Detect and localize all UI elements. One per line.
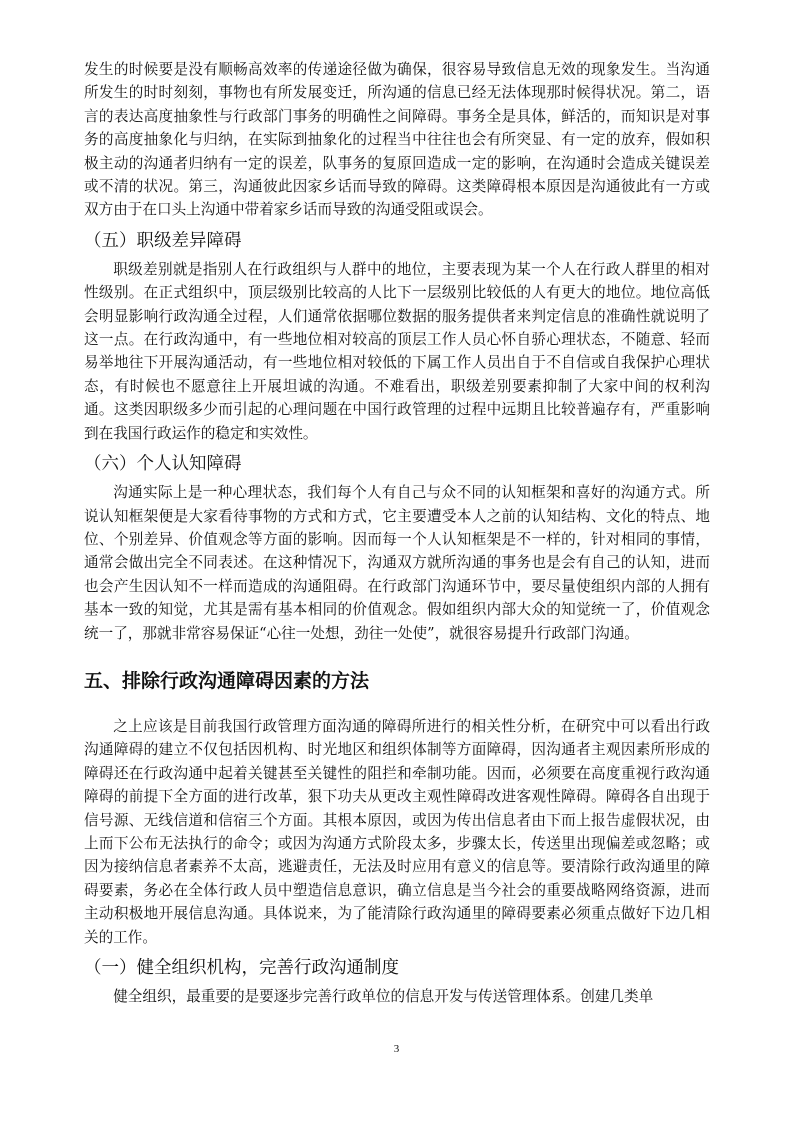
- paragraph-rank-difference: 职级差别就是指别人在行政组织与人群中的地位，主要表现为某一个人在行政人群里的相对性级别。在正式组织中，顶层级别比较高的人比下一层级别比较低的人有更大的地位。地位高低会明显影响行政沟通全过程，人们通常依据哪位数据的服务提供者来判定信息的准确性就说明了这一点。在行政沟通中，有一些地位相对较高的顶层工作人员心怀自骄心理状态，不随意、轻而易举地往下开展沟通活动，有一些地位相对较低的下属工作人员出自于不自信或自我保护心理状态，有时候也不愿意往上开展坦诚的沟通。不难看出，职级差别要素抑制了大家中间的权利沟通。这类因职级多少而引起的心理问题在中国行政管理的过程中远期且比较普遍存有，严重影响到在我国行政运作的稳定和实效性。: [84, 260, 710, 442]
- heading-personal-cognition-barrier: （六）个人认知障碍: [84, 454, 242, 475]
- section-title-remove-barriers: 五、排除行政沟通障碍因素的方法: [84, 669, 370, 692]
- paragraph-analysis-summary: 之上应该是目前我国行政管理方面沟通的障碍所进行的相关性分析，在研究中可以看出行政沟通障碍的建立不仅包括因机构、时光地区和组织体制等方面障碍，因沟通者主观因素所形成的障碍还在行政沟通中起着关键甚至关键性的阻拦和牵制功能。因而，必须要在高度重视行政沟通障碍的前提下全方面的进行改革，狠下功夫从更改主观性障碍改进客观性障碍。障碍各自出现于信号源、无线信道和信宿三个方面。其根本原因，或因为传出信息者由下而上报告虚假状况，由上而下公布无法执行的命令；或因为沟通方式阶段太多，步骤太长，传送里出现偏差或忽略；或因为接纳信息者素养不太高，逃避责任，无法及时应用有意义的信息等。要清除行政沟通里的障碍要素，务必在全体行政人员中塑造信息意识，确立信息是当今社会的重要战略网络资源，进而主动积极地开展信息沟通。具体说来，为了能清除行政沟通里的障碍要素必须重点做好下边几相关的工作。: [84, 717, 710, 946]
- heading-rank-difference-barrier: （五）职级差异障碍: [84, 230, 242, 251]
- heading-improve-organization: （一）健全组织机构，完善行政沟通制度: [84, 958, 399, 978]
- paragraph-language-barrier: 发生的时候要是没有顺畅高效率的传递途径做为确保，很容易导致信息无效的现象发生。当沟通所发生的时时刻刻，事物也有所发展变迁，所沟通的信息已经无法体现那时候得状况。第二，语言的表达高度抽象性与行政部门事务的明确性之间障碍。事务全是具体，鲜活的，而知识是对事务的高度抽象化与归纳，在实际到抽象化的过程当中往往也会有所突显、有一定的放弃，假如积极主动的沟通者归纳有一定的误差，队事务的复原回造成一定的影响，在沟通时会造成关键误差或不清的状况。第三，沟通彼此因家乡话而导致的障碍。这类障碍根本原因是沟通彼此有一方或双方由于在口头上沟通中带着家乡话而导致的沟通受阻或误会。: [84, 61, 710, 219]
- page-number: 3: [393, 1043, 400, 1055]
- page-content: [84, 58, 710, 1008]
- paragraph-improve-organization: 健全组织，最重要的是要逐步完善行政单位的信息开发与传送管理体系。创建几类单: [113, 988, 654, 1005]
- paragraph-personal-cognition: 沟通实际上是一种心理状态，我们每个人有自己与众不同的认知框架和喜好的沟通方式。所说认知框架便是大家看待事物的方式和方式，它主要遭受本人之前的认知结构、文化的特点、地位、个别差异、价值观念等方面的影响。因而每一个人认知框架是不一样的，针对相同的事情，通常会做出完全不同表述。在这种情况下，沟通双方就所沟通的事务也是会有自己的认知，进而也会产生因认知不一样而造成的沟通阻碍。在行政部门沟通环节中，要尽量使组织内部的人拥有基本一致的知觉，尤其是需有基本相同的价值观念。假如组织内部大众的知觉统一了，价值观念统一了，那就非常容易保证“心往一处想，劲往一处使”，就很容易提升行政部门沟通。: [84, 484, 710, 642]
